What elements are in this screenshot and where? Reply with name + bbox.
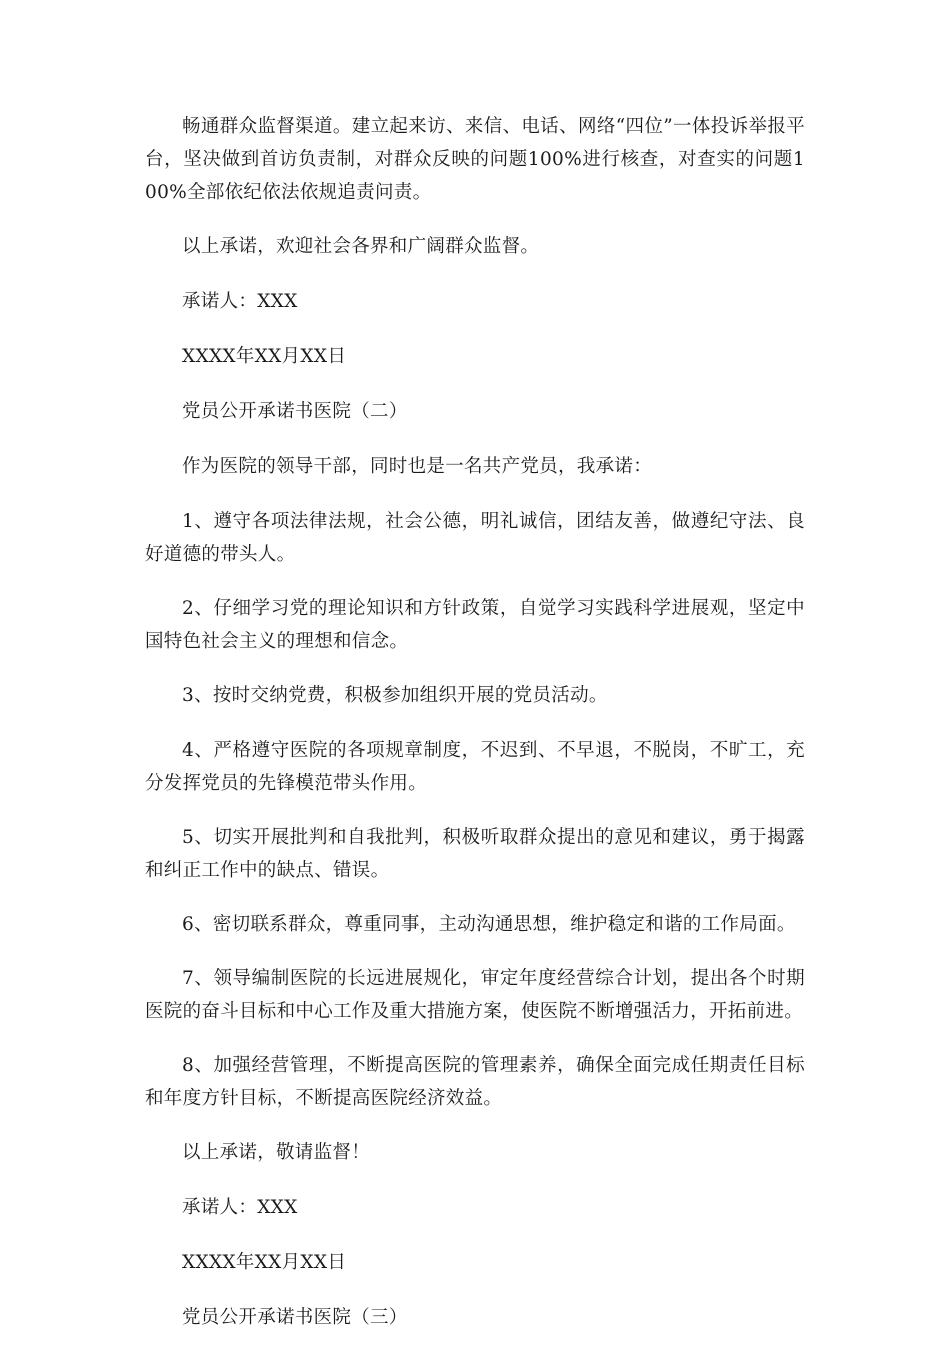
paragraph-supervision-channel: 畅通群众监督渠道。建立起来访、来信、电话、网络“四位”一体投诉举报平台，坚决做到首访负责制，对群众反映的问题100%进行核查，对查实的问题100%全部依纪依法依规追责问责。 bbox=[145, 116, 805, 203]
commitment-item-2: 2、仔细学习党的理论知识和方针政策，自觉学习实践科学进展观，坚定中国特色社会主义的理想和信念。 bbox=[145, 598, 805, 652]
commitment-item-3: 3、按时交纳党费，积极参加组织开展的党员活动。 bbox=[182, 685, 608, 706]
commitment-item-4: 4、严格遵守医院的各项规章制度，不迟到、不早退，不脱岗，不旷工，充分发挥党员的先锋模范带头作用。 bbox=[145, 740, 805, 794]
closing-statement: 以上承诺，欢迎社会各界和广阔群众监督。 bbox=[182, 236, 540, 257]
closing-statement-2: 以上承诺，敬请监督！ bbox=[182, 1142, 371, 1163]
section-title-3: 党员公开承诺书医院（三） bbox=[182, 1307, 408, 1328]
section-title-2: 党员公开承诺书医院（二） bbox=[182, 401, 408, 422]
date-line: XXXX年XX月XX日 bbox=[182, 346, 347, 367]
date-line-2: XXXX年XX月XX日 bbox=[182, 1252, 347, 1273]
commitment-item-6: 6、密切联系群众，尊重同事，主动沟通思想，维护稳定和谐的工作局面。 bbox=[182, 914, 796, 935]
commitment-item-8: 8、加强经营管理，不断提高医院的管理素养，确保全面完成任期责任目标和年度方针目标，不断提高医院经济效益。 bbox=[145, 1055, 805, 1109]
signatory-line-2: 承诺人：XXX bbox=[182, 1197, 298, 1218]
commitment-item-7: 7、领导编制医院的长远进展规化，审定年度经营综合计划，提出各个时期医院的奋斗目标和中心工作及重大措施方案，使医院不断增强活力，开拓前进。 bbox=[145, 968, 805, 1022]
document-body bbox=[145, 110, 805, 1356]
intro-paragraph: 作为医院的领导干部，同时也是一名共产党员，我承诺： bbox=[182, 456, 653, 477]
signatory-line: 承诺人：XXX bbox=[182, 291, 298, 312]
commitment-item-5: 5、切实开展批判和自我批判，积极听取群众提出的意见和建议，勇于揭露和纠正工作中的缺点、错误。 bbox=[145, 827, 805, 881]
commitment-item-1: 1、遵守各项法律法规，社会公德，明礼诚信，团结友善，做遵纪守法、良好道德的带头人。 bbox=[145, 511, 805, 565]
